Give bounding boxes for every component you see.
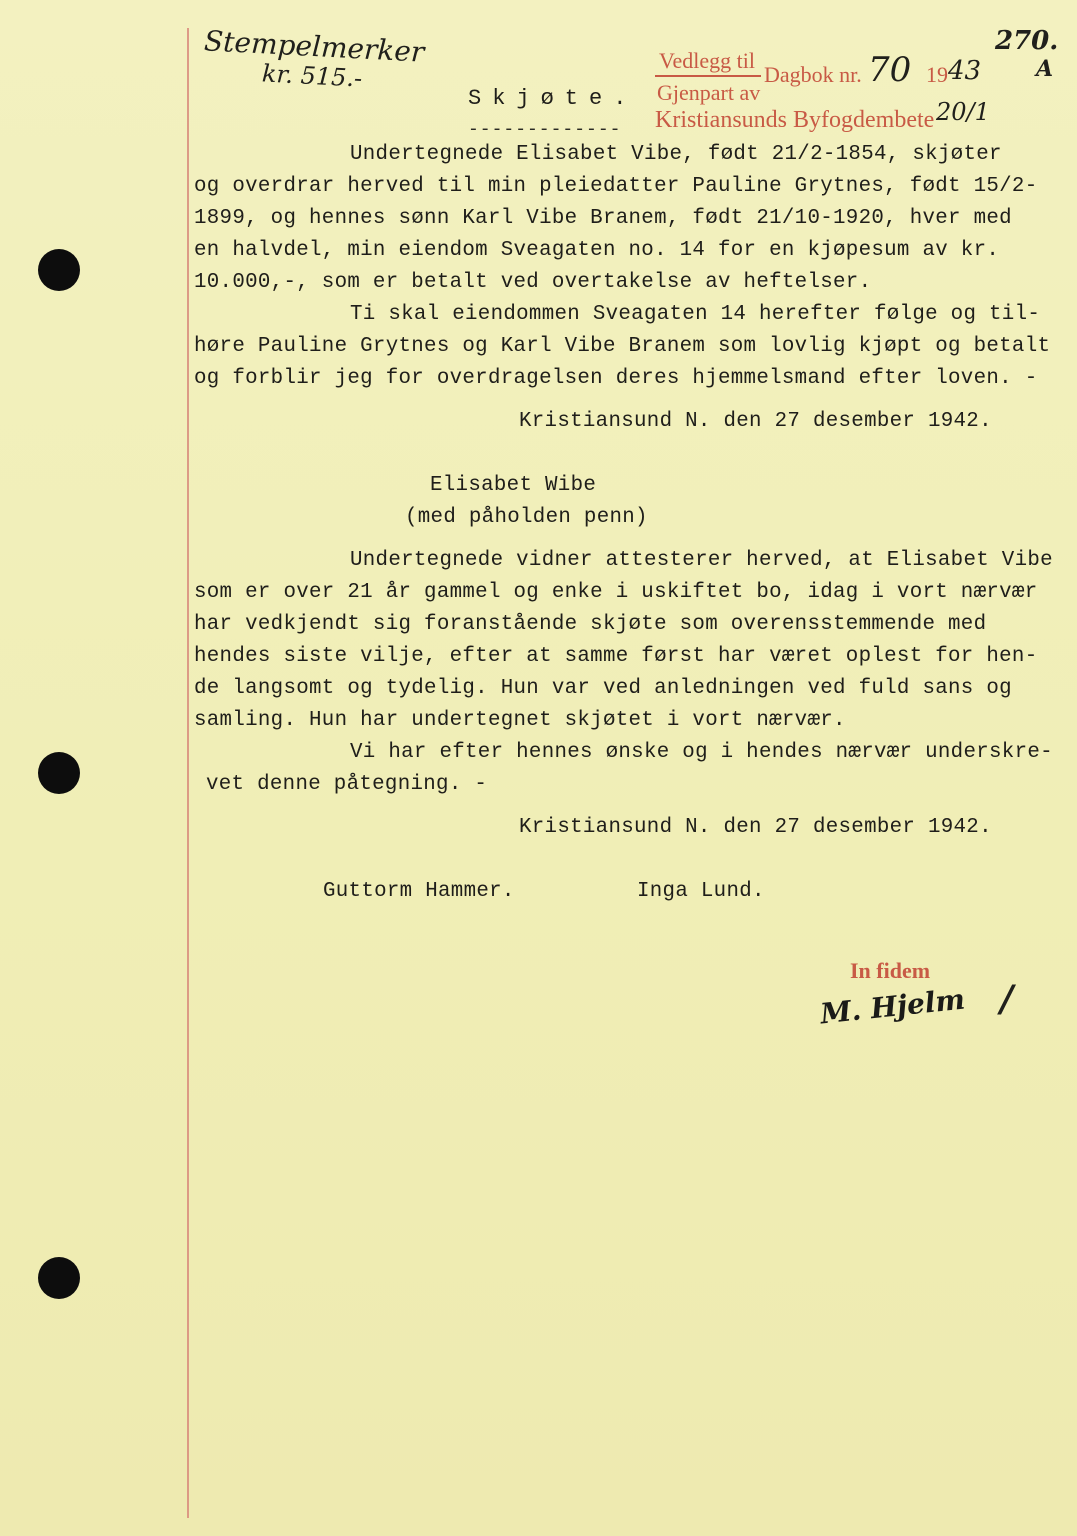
- text-line: en halvdel, min eiendom Sveagaten no. 14 for en kjøpesum av kr.: [194, 239, 1000, 262]
- margin-line: [187, 28, 189, 1518]
- punch-hole: [38, 1257, 80, 1299]
- date-note: 20/1: [936, 98, 990, 126]
- place-date: Kristiansund N. den 27 desember 1942.: [519, 410, 992, 433]
- handwritten-stamp-amount: kr. 515.-: [261, 59, 363, 93]
- text-line: hendes siste vilje, efter at samme først har været oplest for hen-: [194, 645, 1038, 668]
- punch-hole: [38, 249, 80, 291]
- text-line: Undertegnede vidner attesterer herved, at Elisabet Vibe: [350, 549, 1053, 572]
- dagbok-number: 70: [868, 50, 912, 90]
- stamp-office: Kristiansunds Byfogdembete: [655, 107, 935, 133]
- text-line: og overdrar herved til min pleiedatter Pauline Grytnes, født 15/2-: [194, 175, 1038, 198]
- place-date: Kristiansund N. den 27 desember 1942.: [519, 816, 992, 839]
- punch-hole: [38, 752, 80, 794]
- text-line: samling. Hun har undertegnet skjøtet i vort nærvær.: [194, 709, 846, 732]
- text-line: som er over 21 år gammel og enke i uskiftet bo, idag i vort nærvær: [194, 581, 1038, 604]
- signature-stroke: /: [1000, 978, 1014, 1020]
- text-line: har vedkjendt sig foranstående skjøte som overensstemmende med: [194, 613, 987, 636]
- dagbok-year: 43: [948, 56, 982, 86]
- page-number: 270.: [995, 26, 1059, 56]
- document-title: Skjøte.: [468, 86, 638, 111]
- text-line: Ti skal eiendommen Sveagaten 14 herefter følge og til-: [350, 303, 1041, 326]
- text-line: 1899, og hennes sønn Karl Vibe Branem, født 21/10-1920, hver med: [194, 207, 1012, 230]
- stamp-gjenpart: Gjenpart av: [657, 80, 761, 105]
- signer-note: (med påholden penn): [405, 506, 648, 529]
- signer-name: Elisabet Wibe: [430, 474, 597, 497]
- stamp-vedlegg: Vedlegg til: [659, 48, 755, 73]
- text-line: Undertegnede Elisabet Vibe, født 21/2-1854, skjøter: [350, 143, 1002, 166]
- witness-2: Inga Lund.: [637, 880, 765, 903]
- stamp-in-fidem: In fidem: [850, 958, 931, 983]
- text-line: de langsomt og tydelig. Hun var ved anledningen ved fuld sans og: [194, 677, 1012, 700]
- stamp-year-prefix: 19: [926, 62, 948, 87]
- page-suffix: A: [1036, 56, 1054, 82]
- text-line: 10.000,-, som er betalt ved overtakelse av heftelser.: [194, 271, 872, 294]
- witness-1: Guttorm Hammer.: [323, 880, 515, 903]
- title-underline: -------------: [468, 120, 622, 140]
- handwritten-stamp-note: Stempelmerker: [203, 24, 426, 69]
- text-line: høre Pauline Grytnes og Karl Vibe Branem som lovlig kjøpt og betalt: [194, 335, 1051, 358]
- stamp-dagbok: Dagbok nr.: [764, 62, 862, 87]
- text-line: og forblir jeg for overdragelsen deres hjemmelsmand efter loven. -: [194, 367, 1038, 390]
- text-line: vet denne påtegning. -: [206, 773, 488, 796]
- stamp-divider: [655, 75, 761, 77]
- handwritten-signature: M. Hjelm: [818, 982, 967, 1031]
- text-line: Vi har efter hennes ønske og i hendes nærvær underskre-: [350, 741, 1053, 764]
